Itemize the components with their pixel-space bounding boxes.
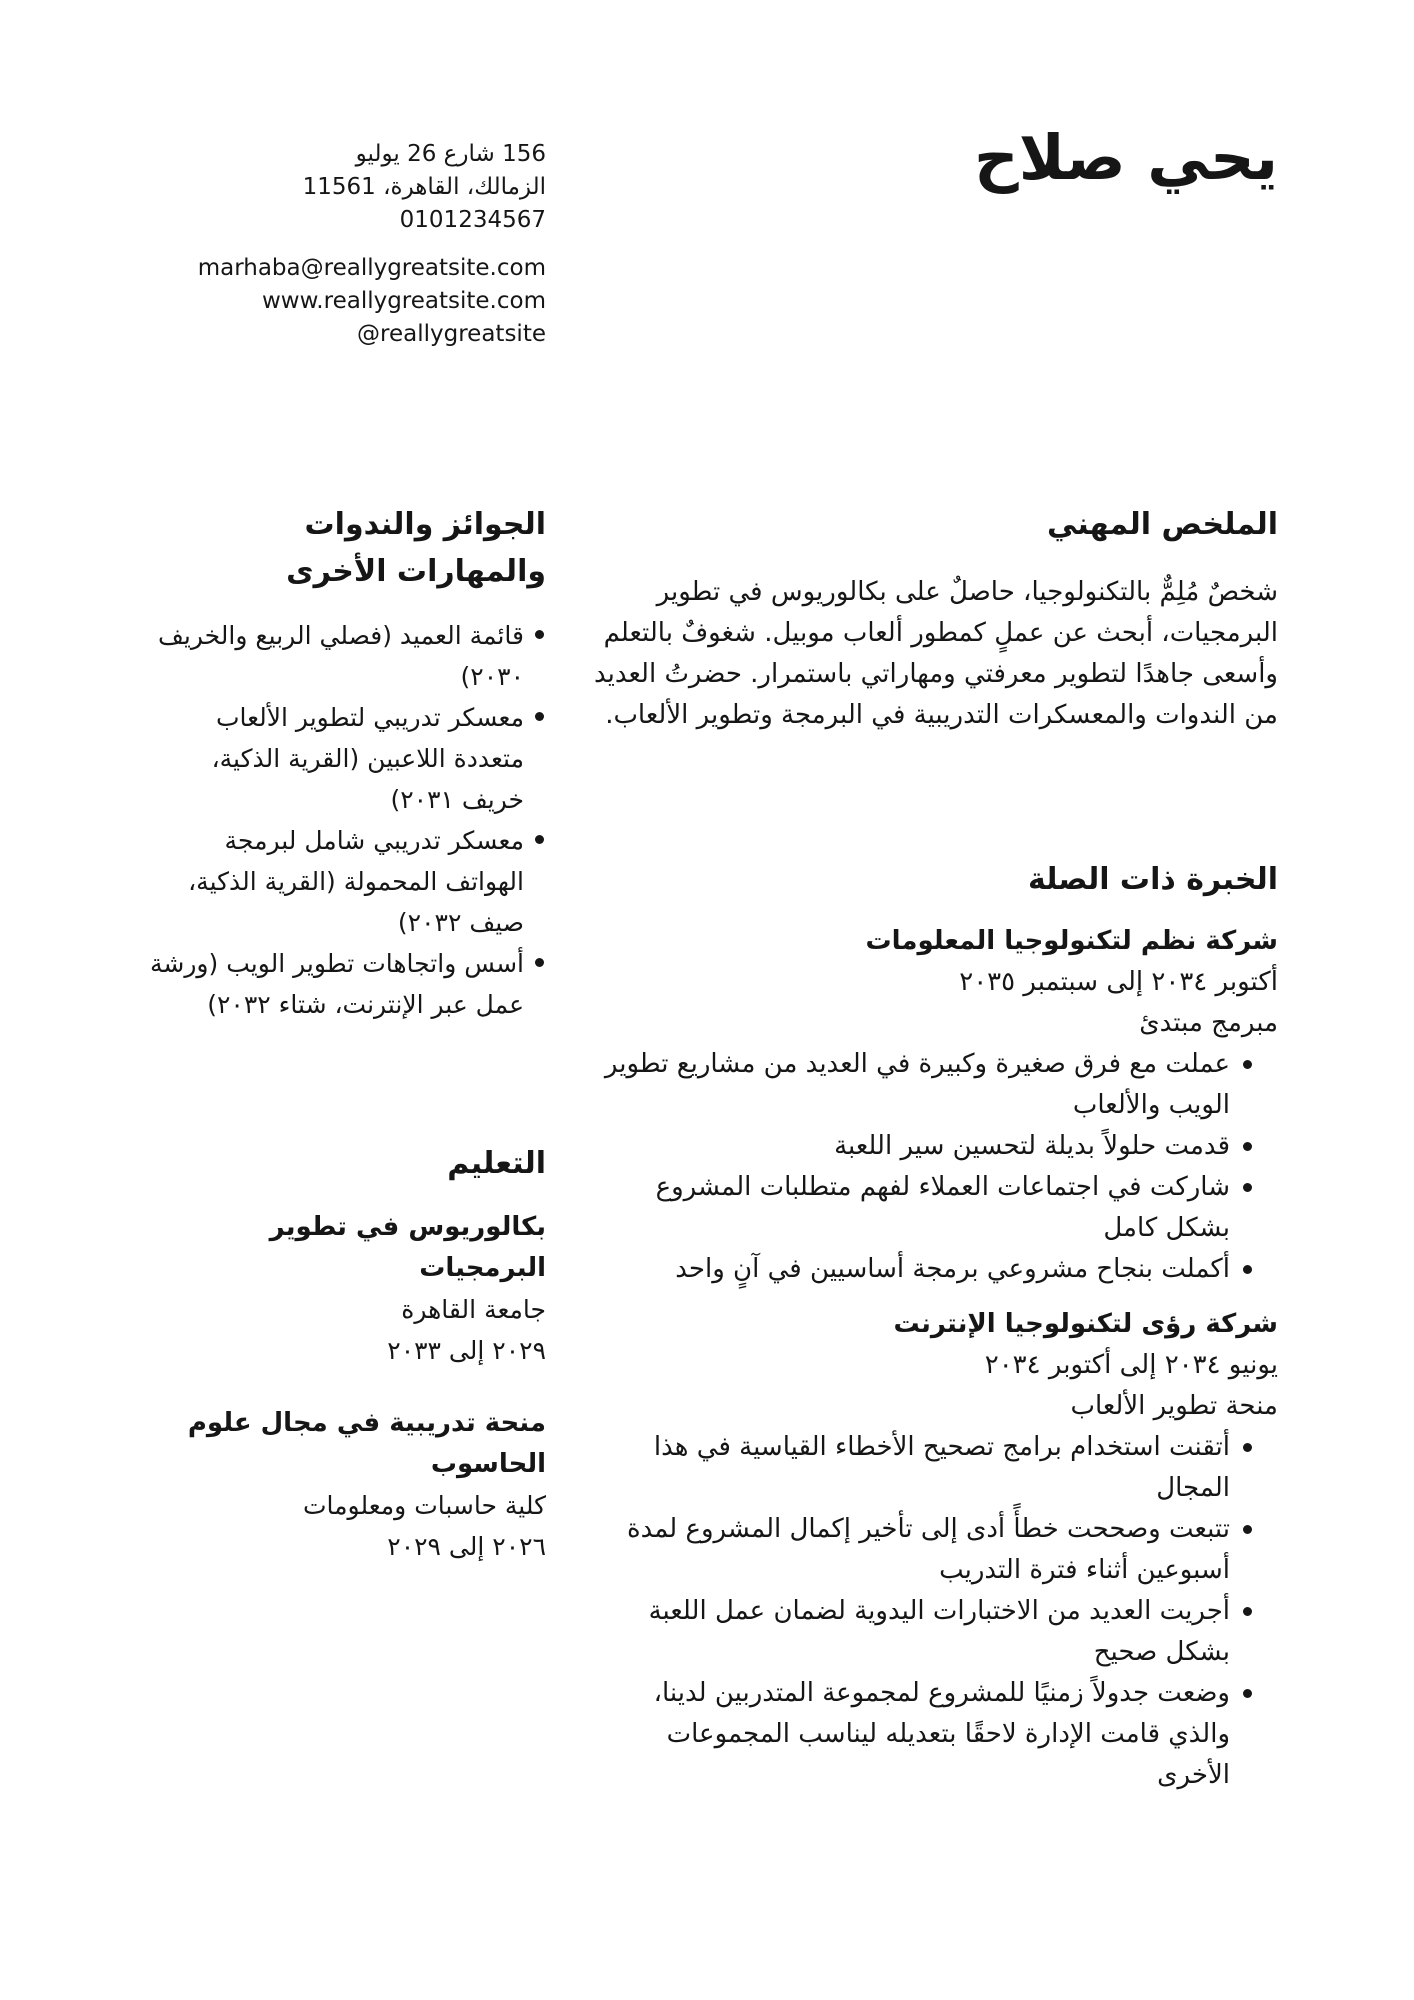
header-name-area bbox=[590, 118, 1278, 351]
bullet-item: قائمة العميد (فصلي الربيع والخريف ٢٠٣٠) bbox=[146, 615, 546, 697]
job-title: مبرمج مبتدئ bbox=[1139, 1008, 1278, 1038]
bullet-item: وضعت جدولاً زمنيًا للمشروع لمجموعة المتدربين لدينا، والذي قامت الإدارة لاحقًا بتعديله ليناسب المجموعات الأخرى bbox=[590, 1673, 1252, 1796]
school-name: جامعة القاهرة bbox=[401, 1295, 546, 1324]
address-line-2: الزمالك، القاهرة، 11561 bbox=[302, 174, 546, 200]
company-name: شركة نظم لتكنولوجيا المعلومات bbox=[865, 926, 1278, 956]
name-heading: يحي صلاح bbox=[974, 121, 1278, 194]
website-url: www.reallygreatsite.com bbox=[261, 288, 546, 314]
summary-paragraph: شخصٌ مُلِمٌّ بالتكنولوجيا، حاصلٌ على بكالوريوس في تطوير البرمجيات، أبحث عن عملٍ كمطور ألعاب موبيل. شغوفٌ بالتعلم وأسعى جاهدًا لتطوير معرفتي ومهاراتي باستمرار. حضرتُ العديد من الندوات والمعسكرات التدريبية في البرمجة وتطوير الألعاب. bbox=[593, 577, 1278, 730]
contact-block bbox=[146, 138, 546, 351]
education-dates: ٢٠٢٦ إلى ٢٠٢٩ bbox=[387, 1532, 546, 1561]
experience-heading: الخبرة ذات الصلة bbox=[1027, 862, 1278, 897]
address-line-1: 156 شارع 26 يوليو bbox=[355, 141, 546, 167]
education-heading: التعليم bbox=[447, 1146, 546, 1181]
job-dates: يونيو ٢٠٣٤ إلى أكتوبر ٢٠٣٤ bbox=[984, 1350, 1278, 1380]
bullet-item: أكملت بنجاح مشروعي برمجة أساسيين في آنٍ واحد bbox=[590, 1249, 1252, 1290]
email-address: marhaba@reallygreatsite.com bbox=[197, 255, 546, 281]
job-dates: أكتوبر ٢٠٣٤ إلى سبتمبر ٢٠٣٥ bbox=[959, 967, 1278, 997]
bullet-item: أجريت العديد من الاختبارات اليدوية لضمان عمل اللعبة بشكل صحيح bbox=[590, 1591, 1252, 1673]
education-dates: ٢٠٢٩ إلى ٢٠٣٣ bbox=[387, 1336, 546, 1365]
awards-section bbox=[146, 501, 546, 1025]
job-title: منحة تطوير الألعاب bbox=[1070, 1391, 1278, 1421]
experience-entry bbox=[590, 921, 1278, 1290]
bullet-item: أسس واتجاهات تطوير الويب (ورشة عمل عبر الإنترنت، شتاء ٢٠٣٢) bbox=[146, 943, 546, 1025]
summary-heading: الملخص المهني bbox=[1047, 507, 1278, 542]
education-section bbox=[146, 1140, 546, 1567]
contact-spacer bbox=[146, 237, 546, 252]
job-bullet-list bbox=[590, 1427, 1252, 1796]
bullet-item: تتبعت وصححت خطأً أدى إلى تأخير إكمال المشروع لمدة أسبوعين أثناء فترة التدريب bbox=[590, 1509, 1252, 1591]
school-name: كلية حاسبات ومعلومات bbox=[303, 1491, 546, 1520]
header bbox=[146, 118, 1278, 351]
degree-name: منحة تدريبية في مجال علوم الحاسوب bbox=[187, 1408, 546, 1479]
bullet-item: أتقنت استخدام برامج تصحيح الأخطاء القياسية في هذا المجال bbox=[590, 1427, 1252, 1509]
company-name: شركة رؤى لتكنولوجيا الإنترنت bbox=[893, 1309, 1278, 1339]
awards-heading: الجوائز والندوات والمهارات الأخرى bbox=[286, 507, 546, 589]
degree-name: بكالوريوس في تطوير البرمجيات bbox=[269, 1212, 546, 1283]
awards-list bbox=[146, 615, 546, 1025]
bullet-item: معسكر تدريبي لتطوير الألعاب متعددة اللاعبين (القرية الذكية، خريف ٢٠٣١) bbox=[146, 697, 546, 820]
bullet-item: عملت مع فرق صغيرة وكبيرة في العديد من مشاريع تطوير الويب والألعاب bbox=[590, 1044, 1252, 1126]
job-bullet-list bbox=[590, 1044, 1252, 1290]
main-column bbox=[590, 501, 1278, 1796]
bullet-item: قدمت حلولاً بديلة لتحسين سير اللعبة bbox=[590, 1126, 1252, 1167]
social-handle: @reallygreatsite bbox=[357, 321, 546, 347]
experience-entry bbox=[590, 1304, 1278, 1796]
education-entry bbox=[146, 1207, 546, 1371]
phone-number: 0101234567 bbox=[399, 207, 546, 233]
bullet-item: شاركت في اجتماعات العملاء لفهم متطلبات المشروع بشكل كامل bbox=[590, 1167, 1252, 1249]
education-entry bbox=[146, 1403, 546, 1567]
content-columns bbox=[146, 501, 1278, 1796]
experience-section bbox=[590, 856, 1278, 1796]
bullet-item: معسكر تدريبي شامل لبرمجة الهواتف المحمولة (القرية الذكية، صيف ٢٠٣٢) bbox=[146, 820, 546, 943]
sidebar-column bbox=[146, 501, 546, 1796]
summary-section bbox=[590, 501, 1278, 736]
